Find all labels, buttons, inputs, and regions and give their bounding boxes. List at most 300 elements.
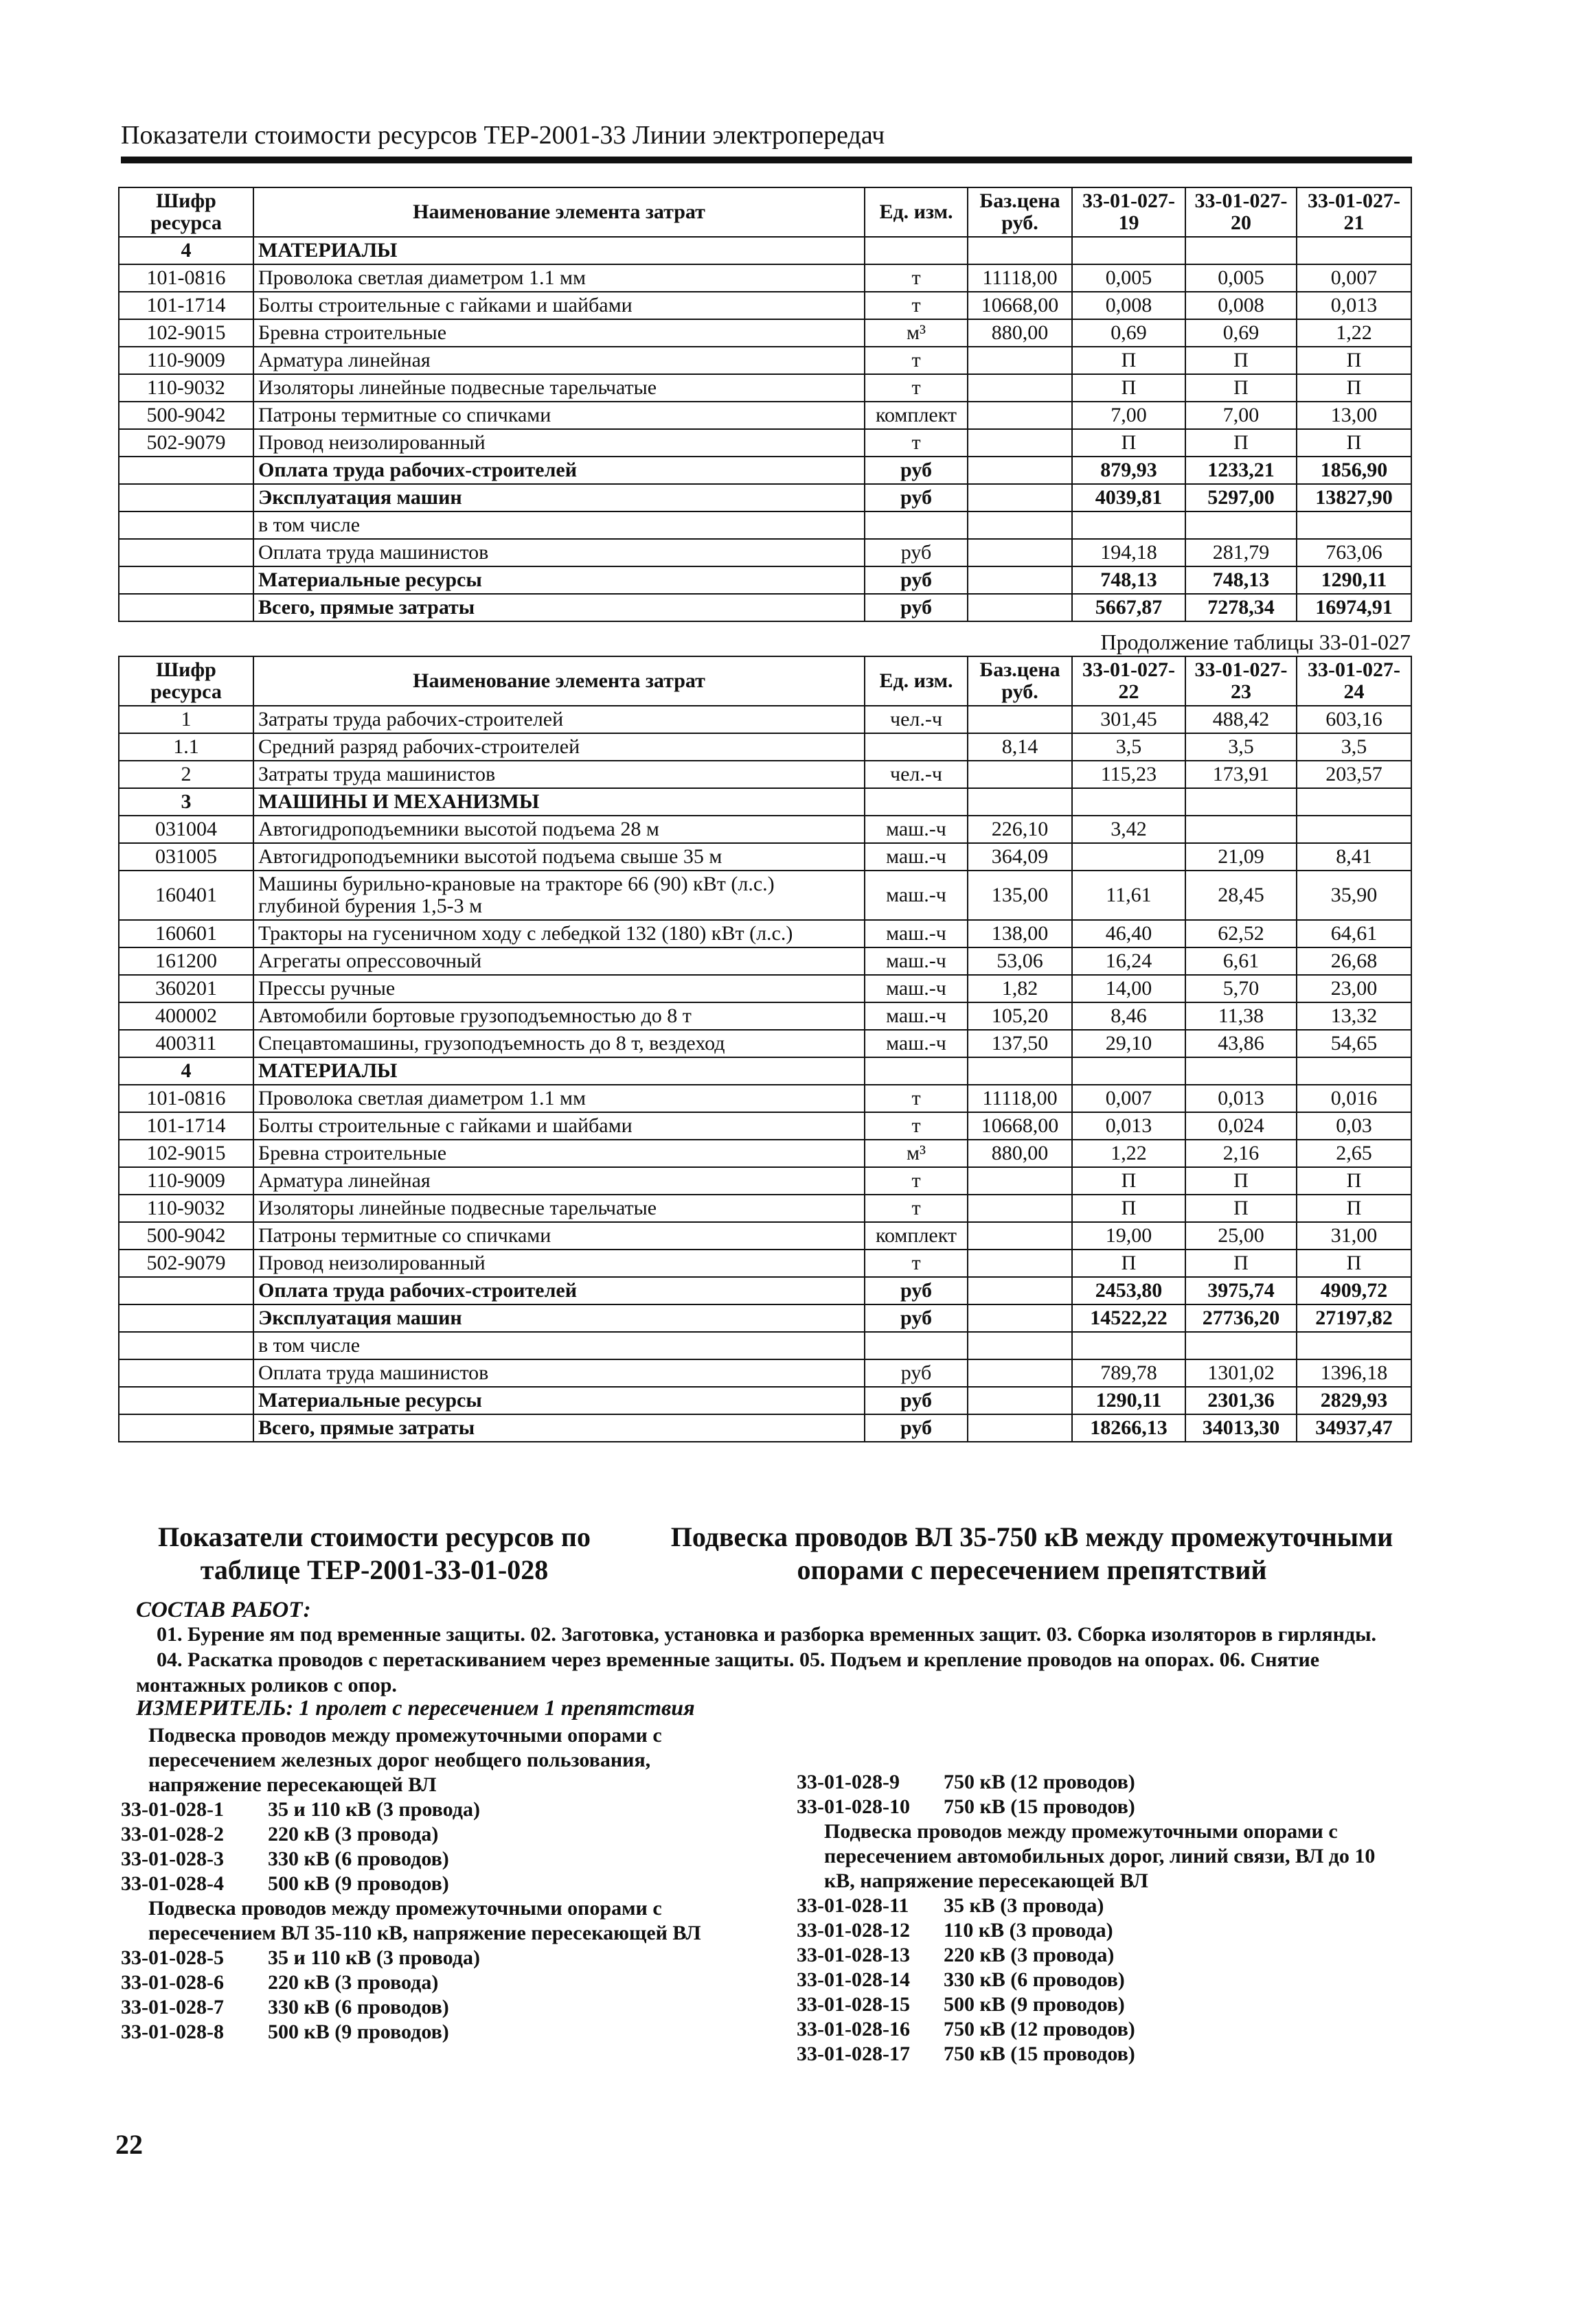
table-row (119, 1332, 1411, 1359)
base-price-cell (968, 1304, 1072, 1332)
unit-cell (865, 1332, 968, 1359)
resource-code-cell (119, 457, 253, 484)
table-index-item (121, 1946, 725, 1970)
item-name-cell: Провод неизолированный (253, 1250, 865, 1277)
resource-code-cell (119, 1277, 253, 1304)
table-row (119, 237, 1411, 264)
table-code: 33-01-028-9 (797, 1771, 900, 1793)
resource-code-cell: 110-9009 (119, 1167, 253, 1195)
unit-cell: т (865, 1250, 968, 1277)
table-row (119, 484, 1411, 511)
measure-unit: ИЗМЕРИТЕЛЬ: 1 пролет с пересечением 1 препятствия (136, 1695, 695, 1720)
value-cell (1072, 1332, 1185, 1359)
value-cell: 2829,93 (1297, 1387, 1411, 1414)
unit-cell: м³ (865, 1140, 968, 1167)
resource-code-cell: 502-9079 (119, 429, 253, 457)
value-cell: 748,13 (1185, 566, 1297, 594)
base-price-cell (968, 1222, 1072, 1250)
unit-cell: маш.-ч (865, 843, 968, 871)
table-row (119, 457, 1411, 484)
value-cell: 763,06 (1297, 539, 1411, 566)
table-code: 33-01-028-15 (797, 1993, 910, 2016)
item-name-cell: Оплата труда рабочих-строителей (253, 457, 865, 484)
table-index-item (797, 1943, 1401, 1968)
value-cell (1185, 1057, 1297, 1085)
table-code: 33-01-028-6 (121, 1971, 224, 1994)
value-cell: 1,22 (1297, 319, 1411, 347)
value-cell: 8,46 (1072, 1002, 1185, 1030)
base-price-cell (968, 402, 1072, 429)
unit-cell: маш.-ч (865, 975, 968, 1002)
value-cell: П (1297, 429, 1411, 457)
table-description: 35 кВ (3 провода) (944, 1894, 1104, 1917)
group-description: Подвеска проводов между промежуточными опорами с пересечением железных дорог необщего пользования, напряжение пересекающей ВЛ (148, 1724, 662, 1796)
base-price-cell: 364,09 (968, 843, 1072, 871)
resource-code-cell: 500-9042 (119, 402, 253, 429)
item-name-cell: Патроны термитные со спичками (253, 1222, 865, 1250)
unit-cell: т (865, 292, 968, 319)
table-description: 750 кВ (12 проводов) (944, 2018, 1135, 2040)
value-cell: 3,5 (1297, 733, 1411, 761)
value-cell (1185, 1332, 1297, 1359)
unit-cell: чел.-ч (865, 706, 968, 733)
value-cell: П (1185, 1195, 1297, 1222)
unit-cell: руб (865, 1304, 968, 1332)
value-cell (1185, 816, 1297, 843)
table-row (119, 1002, 1411, 1030)
item-name-cell: Эксплуатация машин (253, 1304, 865, 1332)
column-header: Ед. изм. (865, 656, 968, 706)
table-description: 330 кВ (6 проводов) (268, 1848, 449, 1870)
resource-code-cell: 101-0816 (119, 264, 253, 292)
table-row (119, 1304, 1411, 1332)
table-code: 33-01-028-11 (797, 1894, 909, 1917)
base-price-cell (968, 429, 1072, 457)
item-name-cell: Бревна строительные (253, 319, 865, 347)
value-cell: 62,52 (1185, 920, 1297, 947)
column-header: Наименование элемента затрат (253, 656, 865, 706)
item-name-cell: Оплата труда машинистов (253, 1359, 865, 1387)
table-row (119, 788, 1411, 816)
item-name-cell: Всего, прямые затраты (253, 1414, 865, 1442)
table-code: 33-01-028-12 (797, 1919, 910, 1942)
value-cell: 1856,90 (1297, 457, 1411, 484)
value-cell: 2453,80 (1072, 1277, 1185, 1304)
base-price-cell: 10668,00 (968, 1112, 1072, 1140)
value-cell: 13827,90 (1297, 484, 1411, 511)
table-index-item (797, 1968, 1401, 1992)
column-header: 33-01-027-19 (1072, 187, 1185, 237)
table-index-item (797, 1894, 1401, 1918)
table-row (119, 1359, 1411, 1387)
header-row (119, 187, 1411, 237)
value-cell: 3975,74 (1185, 1277, 1297, 1304)
base-price-cell: 1,82 (968, 975, 1072, 1002)
resource-code-cell: 500-9042 (119, 1222, 253, 1250)
item-name-cell: Материальные ресурсы (253, 566, 865, 594)
value-cell (1072, 843, 1185, 871)
value-cell: 2301,36 (1185, 1387, 1297, 1414)
value-cell: 28,45 (1185, 871, 1297, 920)
resource-code-cell: 502-9079 (119, 1250, 253, 1277)
item-name-cell: МАТЕРИАЛЫ (253, 1057, 865, 1085)
value-cell: 1301,02 (1185, 1359, 1297, 1387)
value-cell: 16974,91 (1297, 594, 1411, 621)
resource-code-cell: 102-9015 (119, 1140, 253, 1167)
column-header: 33-01-027-21 (1297, 187, 1411, 237)
value-cell: 27736,20 (1185, 1304, 1297, 1332)
resource-code-cell: 1.1 (119, 733, 253, 761)
resource-code-cell (119, 1304, 253, 1332)
item-name-cell: Патроны термитные со спичками (253, 402, 865, 429)
value-cell: П (1297, 374, 1411, 402)
value-cell: П (1297, 1250, 1411, 1277)
table-code: 33-01-028-17 (797, 2043, 910, 2065)
column-header: 33-01-027-20 (1185, 187, 1297, 237)
value-cell: П (1072, 347, 1185, 374)
table-index-item (121, 1995, 725, 2020)
column-header: Шифр ресурса (119, 656, 253, 706)
value-cell: П (1185, 1167, 1297, 1195)
value-cell: 0,03 (1297, 1112, 1411, 1140)
resource-table-1 (118, 187, 1412, 622)
item-name-cell: Затраты труда машинистов (253, 761, 865, 788)
resource-code-cell (119, 1387, 253, 1414)
table-description: 500 кВ (9 проводов) (944, 1993, 1125, 2016)
base-price-cell (968, 237, 1072, 264)
works-line: 04. Раскатка проводов с перетаскиванием через временные защиты. 05. Подъем и крепление проводов на опорах. 06. Снятие монтажных роликов с опор. (136, 1648, 1320, 1696)
unit-cell: комплект (865, 402, 968, 429)
value-cell (1185, 511, 1297, 539)
base-price-cell (968, 1414, 1072, 1442)
value-cell: 7,00 (1072, 402, 1185, 429)
base-price-cell (968, 788, 1072, 816)
column-header: Баз.цена руб. (968, 656, 1072, 706)
value-cell: 7278,34 (1185, 594, 1297, 621)
table-row (119, 594, 1411, 621)
value-cell: 0,69 (1185, 319, 1297, 347)
table-row (119, 871, 1411, 920)
table-row (119, 1167, 1411, 1195)
unit-cell: маш.-ч (865, 1002, 968, 1030)
value-cell: 21,09 (1185, 843, 1297, 871)
value-cell: П (1185, 374, 1297, 402)
column-header: 33-01-027-24 (1297, 656, 1411, 706)
table-row (119, 1112, 1411, 1140)
table-code: 33-01-028-16 (797, 2018, 910, 2040)
page-header: Показатели стоимости ресурсов ТЕР-2001-33 Линии электропередач (121, 121, 885, 150)
table-row (119, 347, 1411, 374)
base-price-cell (968, 374, 1072, 402)
unit-cell: т (865, 1112, 968, 1140)
resource-code-cell: 101-1714 (119, 292, 253, 319)
value-cell (1297, 816, 1411, 843)
item-name-cell: Бревна строительные (253, 1140, 865, 1167)
value-cell: 0,007 (1072, 1085, 1185, 1112)
resource-code-cell: 161200 (119, 947, 253, 975)
value-cell: 31,00 (1297, 1222, 1411, 1250)
item-name-cell: Болты строительные с гайками и шайбами (253, 1112, 865, 1140)
table-description: 35 и 110 кВ (3 провода) (268, 1946, 480, 1969)
value-cell: 23,00 (1297, 975, 1411, 1002)
value-cell: 1290,11 (1297, 566, 1411, 594)
value-cell: 0,024 (1185, 1112, 1297, 1140)
table-index-item (121, 1797, 725, 1822)
table-code: 33-01-028-4 (121, 1872, 224, 1895)
value-cell: 879,93 (1072, 457, 1185, 484)
unit-cell: т (865, 1167, 968, 1195)
unit-cell: руб (865, 1277, 968, 1304)
value-cell: П (1072, 374, 1185, 402)
value-cell: 19,00 (1072, 1222, 1185, 1250)
base-price-cell (968, 347, 1072, 374)
item-name-cell: Проволока светлая диаметром 1.1 мм (253, 1085, 865, 1112)
table-row (119, 264, 1411, 292)
value-cell: 5667,87 (1072, 594, 1185, 621)
table-row (119, 511, 1411, 539)
value-cell: П (1072, 1167, 1185, 1195)
table-code: 33-01-028-1 (121, 1798, 224, 1821)
table-code: 33-01-028-14 (797, 1968, 910, 1991)
value-cell: 203,57 (1297, 761, 1411, 788)
item-name-cell: в том числе (253, 511, 865, 539)
value-cell: 2,65 (1297, 1140, 1411, 1167)
item-name-cell: Прессы ручные (253, 975, 865, 1002)
column-header: Наименование элемента затрат (253, 187, 865, 237)
column-header: 33-01-027-22 (1072, 656, 1185, 706)
value-cell: 34937,47 (1297, 1414, 1411, 1442)
resource-code-cell: 4 (119, 237, 253, 264)
value-cell: 14,00 (1072, 975, 1185, 1002)
value-cell: 748,13 (1072, 566, 1185, 594)
table-row (119, 733, 1411, 761)
value-cell: 43,86 (1185, 1030, 1297, 1057)
table-row (119, 1387, 1411, 1414)
value-cell: П (1297, 1195, 1411, 1222)
table-code: 33-01-028-10 (797, 1795, 910, 1818)
unit-cell (865, 1057, 968, 1085)
table-index-right (797, 1770, 1401, 2067)
unit-cell: маш.-ч (865, 816, 968, 843)
unit-cell: руб (865, 457, 968, 484)
value-cell: 5,70 (1185, 975, 1297, 1002)
table-code: 33-01-028-3 (121, 1848, 224, 1870)
table-row (119, 374, 1411, 402)
value-cell: 194,18 (1072, 539, 1185, 566)
table-description: 220 кВ (3 провода) (268, 1823, 439, 1845)
resource-table-2 (118, 656, 1412, 1442)
table-row (119, 816, 1411, 843)
resource-code-cell: 102-9015 (119, 319, 253, 347)
unit-cell (865, 237, 968, 264)
base-price-cell: 8,14 (968, 733, 1072, 761)
group-description: Подвеска проводов между промежуточными опорами с пересечением автомобильных дорог, линий связи, ВЛ до 10 кВ, напряжение пересекающей ВЛ (824, 1820, 1376, 1892)
table-row (119, 1195, 1411, 1222)
value-cell: 54,65 (1297, 1030, 1411, 1057)
resource-code-cell: 360201 (119, 975, 253, 1002)
unit-cell: комплект (865, 1222, 968, 1250)
unit-cell: чел.-ч (865, 761, 968, 788)
base-price-cell: 53,06 (968, 947, 1072, 975)
base-price-cell: 11118,00 (968, 264, 1072, 292)
value-cell: 25,00 (1185, 1222, 1297, 1250)
value-cell: 18266,13 (1072, 1414, 1185, 1442)
section-title-left: Показатели стоимости ресурсов по таблице ТЕР-2001-33-01-028 (158, 1521, 591, 1585)
value-cell: 0,016 (1297, 1085, 1411, 1112)
unit-cell: руб (865, 539, 968, 566)
item-name-cell: Средний разряд рабочих-строителей (253, 733, 865, 761)
unit-cell: руб (865, 1359, 968, 1387)
value-cell: П (1072, 429, 1185, 457)
table-code: 33-01-028-5 (121, 1946, 224, 1969)
value-cell (1297, 788, 1411, 816)
item-name-cell: Спецавтомашины, грузоподъемность до 8 т, вездеход (253, 1030, 865, 1057)
value-cell: 0,013 (1185, 1085, 1297, 1112)
resource-code-cell: 101-1714 (119, 1112, 253, 1140)
resource-code-cell: 101-0816 (119, 1085, 253, 1112)
unit-cell: т (865, 374, 968, 402)
value-cell: П (1297, 1167, 1411, 1195)
table-row (119, 1140, 1411, 1167)
base-price-cell (968, 484, 1072, 511)
value-cell: 27197,82 (1297, 1304, 1411, 1332)
resource-code-cell (119, 1414, 253, 1442)
value-cell: 3,5 (1072, 733, 1185, 761)
resource-code-cell: 110-9009 (119, 347, 253, 374)
table-row (119, 975, 1411, 1002)
value-cell (1297, 1057, 1411, 1085)
table-index-item (797, 1918, 1401, 1943)
base-price-cell (968, 1195, 1072, 1222)
table-row (119, 539, 1411, 566)
column-header: Ед. изм. (865, 187, 968, 237)
value-cell: 3,5 (1185, 733, 1297, 761)
table-row (119, 761, 1411, 788)
value-cell (1297, 1332, 1411, 1359)
unit-cell: м³ (865, 319, 968, 347)
value-cell: 0,007 (1297, 264, 1411, 292)
value-cell: 603,16 (1297, 706, 1411, 733)
item-name-cell: Арматура линейная (253, 347, 865, 374)
unit-cell: маш.-ч (865, 1030, 968, 1057)
value-cell: 0,005 (1185, 264, 1297, 292)
unit-cell: маш.-ч (865, 947, 968, 975)
header-rule (121, 157, 1412, 163)
header-row (119, 656, 1411, 706)
table-row (119, 1277, 1411, 1304)
item-name-cell: Автогидроподъемники высотой подъема 28 м (253, 816, 865, 843)
column-header: Шифр ресурса (119, 187, 253, 237)
base-price-cell (968, 539, 1072, 566)
resource-code-cell: 400002 (119, 1002, 253, 1030)
value-cell: 64,61 (1297, 920, 1411, 947)
item-name-cell: Всего, прямые затраты (253, 594, 865, 621)
resource-code-cell (119, 484, 253, 511)
resource-code-cell: 160601 (119, 920, 253, 947)
value-cell: 3,42 (1072, 816, 1185, 843)
table-code: 33-01-028-7 (121, 1996, 224, 2018)
item-name-cell: Тракторы на гусеничном ходу с лебедкой 132 (180) кВт (л.с.) (253, 920, 865, 947)
table-index-left (121, 1723, 725, 2045)
table-index-item (797, 1795, 1401, 1819)
base-price-cell (968, 1250, 1072, 1277)
value-cell: 13,00 (1297, 402, 1411, 429)
value-cell: П (1072, 1250, 1185, 1277)
base-price-cell (968, 1387, 1072, 1414)
table-row (119, 1222, 1411, 1250)
unit-cell (865, 788, 968, 816)
resource-code-cell: 2 (119, 761, 253, 788)
base-price-cell (968, 1057, 1072, 1085)
resource-code-cell: 1 (119, 706, 253, 733)
value-cell: 281,79 (1185, 539, 1297, 566)
value-cell: 173,91 (1185, 761, 1297, 788)
value-cell: 5297,00 (1185, 484, 1297, 511)
unit-cell: т (865, 429, 968, 457)
table-description: 750 кВ (15 проводов) (944, 2043, 1135, 2065)
value-cell: П (1185, 429, 1297, 457)
base-price-cell (968, 457, 1072, 484)
base-price-cell (968, 1277, 1072, 1304)
unit-cell (865, 511, 968, 539)
page-number: 22 (115, 2129, 143, 2160)
table-row (119, 843, 1411, 871)
table-description: 220 кВ (3 провода) (268, 1971, 439, 1994)
item-name-cell: Арматура линейная (253, 1167, 865, 1195)
base-price-cell: 135,00 (968, 871, 1072, 920)
unit-cell: руб (865, 594, 968, 621)
value-cell: 115,23 (1072, 761, 1185, 788)
item-name-cell: Болты строительные с гайками и шайбами (253, 292, 865, 319)
value-cell: 46,40 (1072, 920, 1185, 947)
column-header: 33-01-027-23 (1185, 656, 1297, 706)
item-name-cell: Автогидроподъемники высотой подъема свыше 35 м (253, 843, 865, 871)
continuation-note: Продолжение таблицы 33-01-027 (1100, 630, 1411, 654)
value-cell: 6,61 (1185, 947, 1297, 975)
value-cell: 789,78 (1072, 1359, 1185, 1387)
works-composition-label: СОСТАВ РАБОТ: (136, 1598, 311, 1622)
resource-code-cell: 160401 (119, 871, 253, 920)
resource-code-cell: 031004 (119, 816, 253, 843)
base-price-cell: 105,20 (968, 1002, 1072, 1030)
item-name-cell: Оплата труда машинистов (253, 539, 865, 566)
item-name-cell: Материальные ресурсы (253, 1387, 865, 1414)
resource-code-cell (119, 1332, 253, 1359)
item-name-cell: Изоляторы линейные подвесные тарельчатые (253, 1195, 865, 1222)
value-cell: 0,013 (1297, 292, 1411, 319)
table-description: 220 кВ (3 провода) (944, 1944, 1115, 1966)
base-price-cell: 138,00 (968, 920, 1072, 947)
item-name-cell: Провод неизолированный (253, 429, 865, 457)
item-name-cell: Изоляторы линейные подвесные тарельчатые (253, 374, 865, 402)
value-cell (1072, 788, 1185, 816)
table-description: 750 кВ (12 проводов) (944, 1771, 1135, 1793)
value-cell: 7,00 (1185, 402, 1297, 429)
value-cell: 0,008 (1185, 292, 1297, 319)
resource-code-cell (119, 594, 253, 621)
table-description: 750 кВ (15 проводов) (944, 1795, 1135, 1818)
value-cell (1072, 237, 1185, 264)
works-list (136, 1622, 1413, 1698)
unit-cell: т (865, 264, 968, 292)
table-row (119, 706, 1411, 733)
base-price-cell: 226,10 (968, 816, 1072, 843)
base-price-cell (968, 706, 1072, 733)
resource-code-cell (119, 539, 253, 566)
value-cell (1185, 237, 1297, 264)
table-row (119, 1250, 1411, 1277)
unit-cell: руб (865, 1387, 968, 1414)
